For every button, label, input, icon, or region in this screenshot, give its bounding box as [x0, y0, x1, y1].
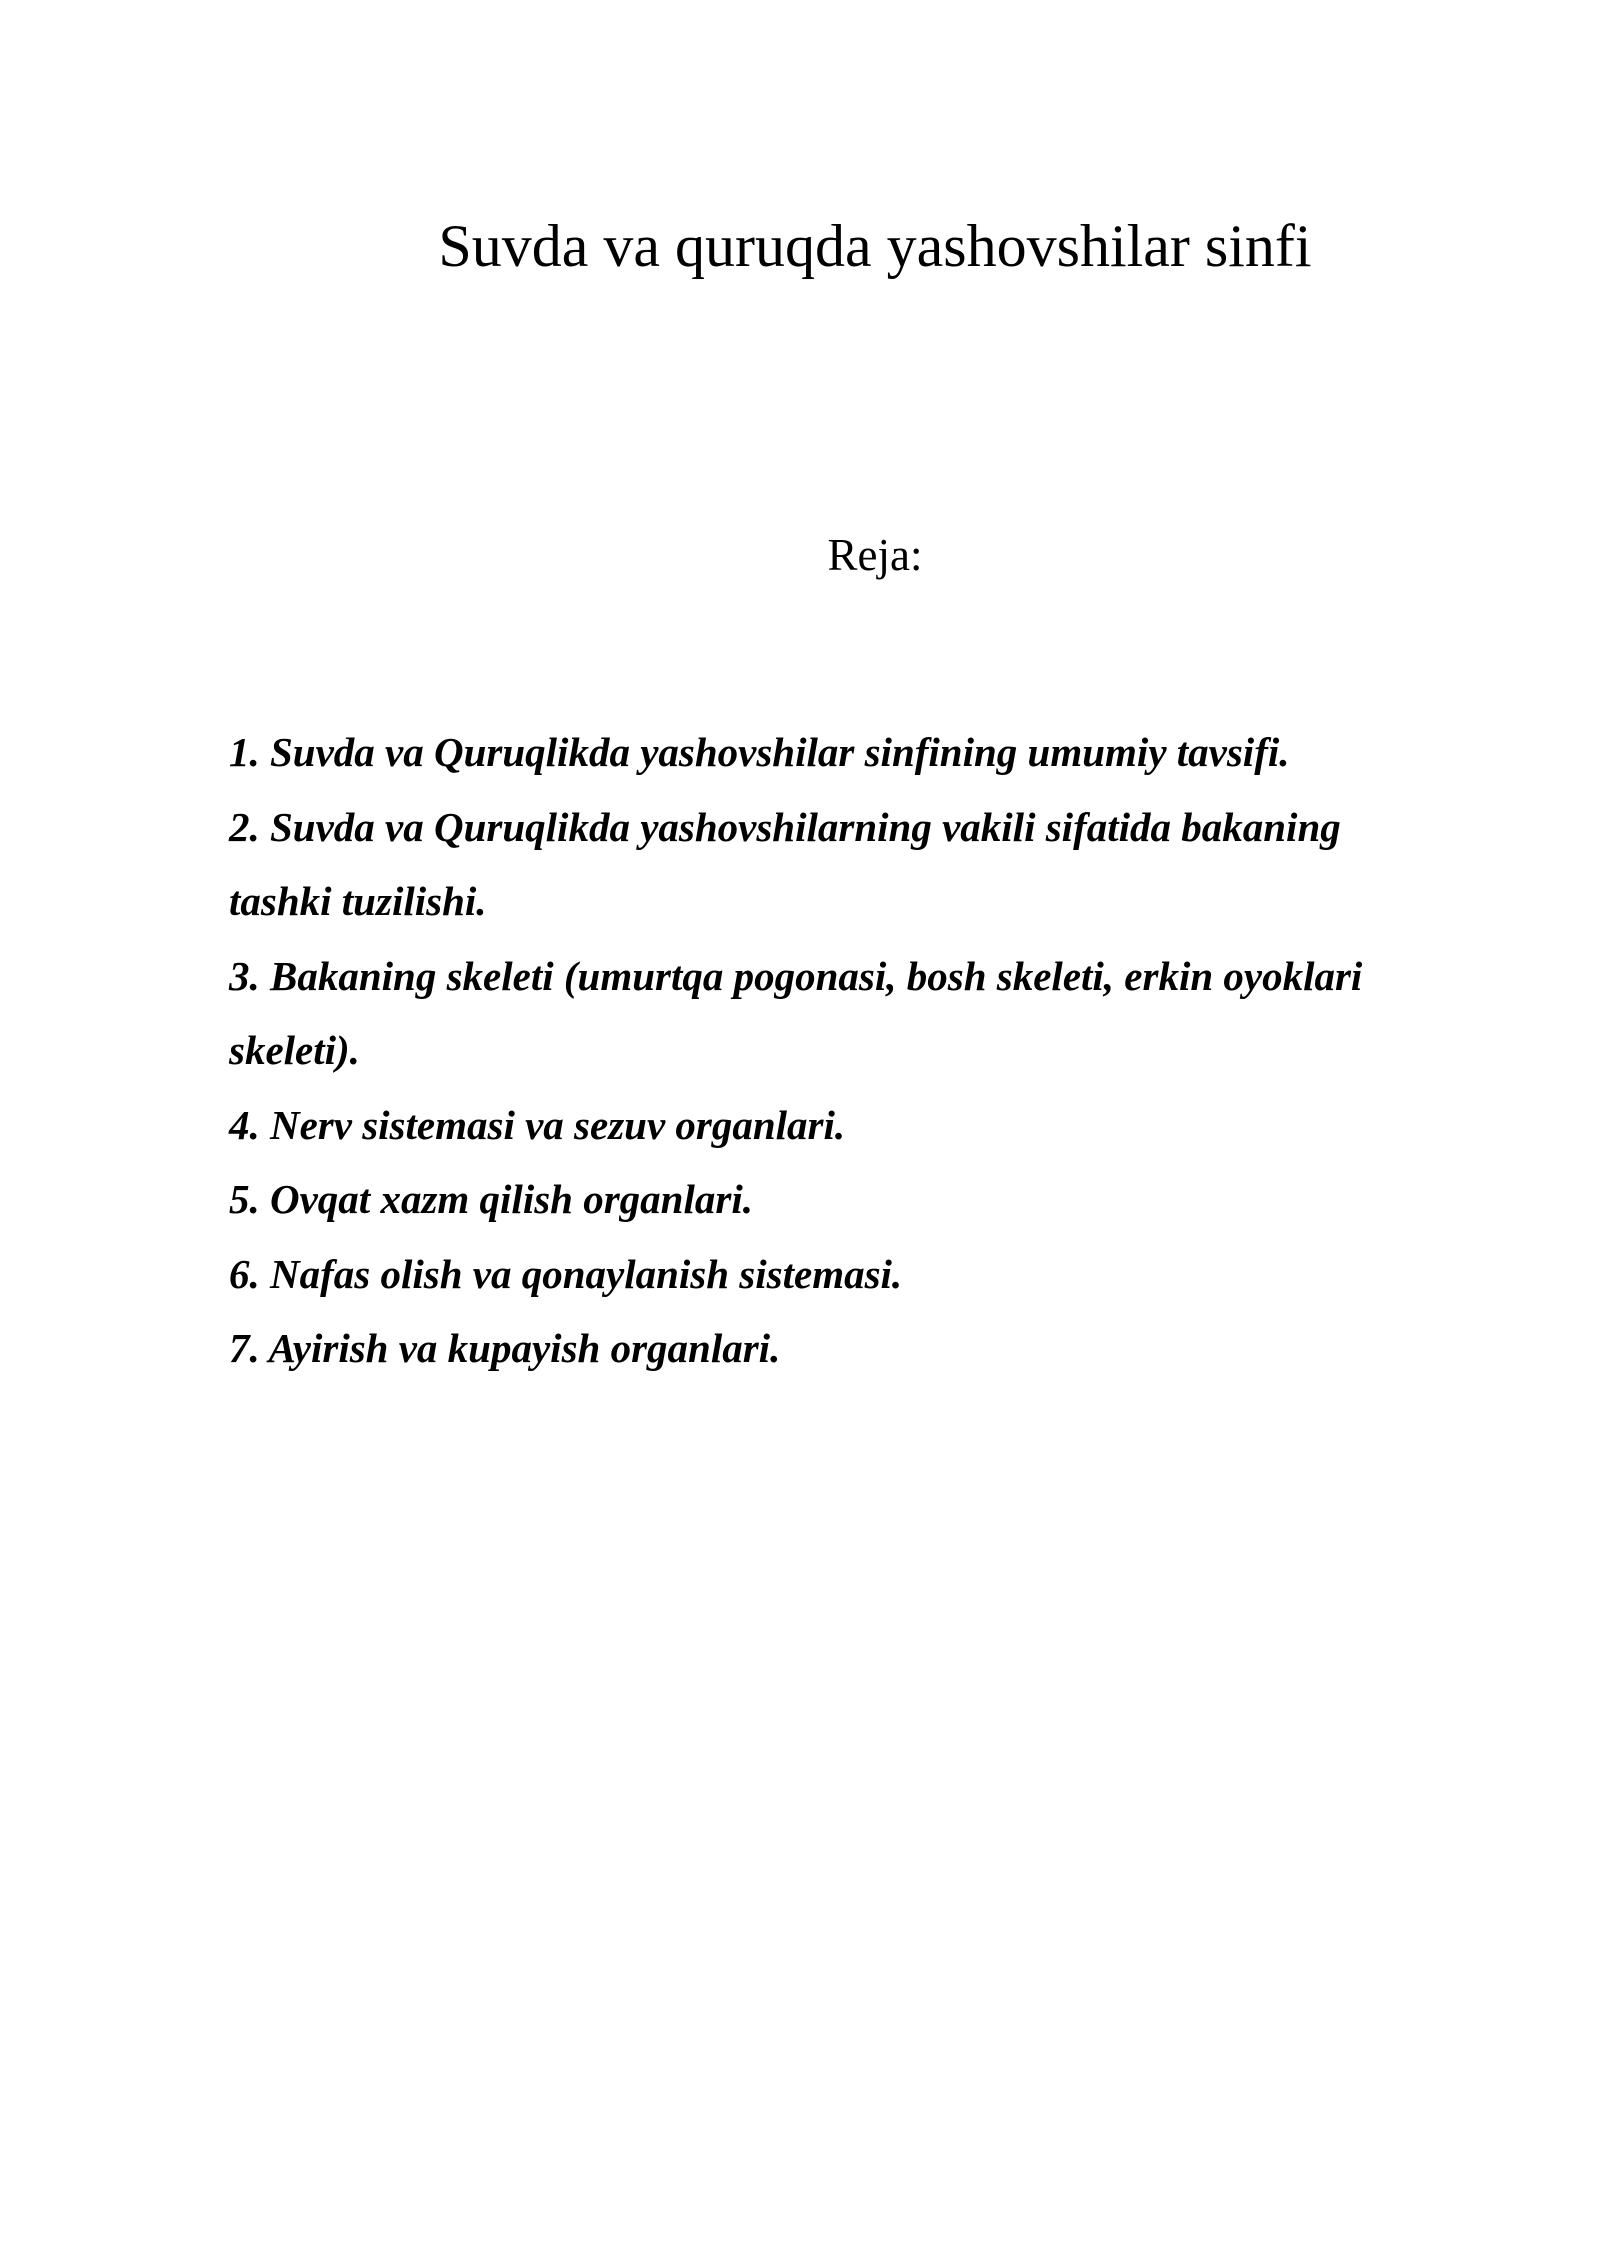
plan-item: 3. Bakaning skeleti (umurtqa pogonasi, bosh skeleti, erkin oyoklari skeleti).: [229, 952, 1363, 1073]
plan-item: 5. Ovqat xazm qilish organlari.: [229, 1176, 753, 1222]
plan-item: 1. Suvda va Quruqlikda yashovshilar sinfining umumiy tavsifi.: [229, 729, 1290, 775]
plan-item: 6. Nafas olish va qonaylanish sistemasi.: [229, 1250, 903, 1297]
plan-item: 2. Suvda va Quruqlikda yashovshilarning vakili sifatida bakaning tashki tuzilishi.: [229, 803, 1341, 924]
document-title: Suvda va quruqda yashovshilar sinfi: [438, 213, 1312, 279]
plan-item: 7. Ayirish va kupayish organlari.: [229, 1325, 781, 1371]
plan-heading: Reja:: [827, 530, 923, 580]
plan-list: [229, 715, 1439, 1386]
plan-item: 4. Nerv sistemasi va sezuv organlari.: [229, 1101, 846, 1148]
